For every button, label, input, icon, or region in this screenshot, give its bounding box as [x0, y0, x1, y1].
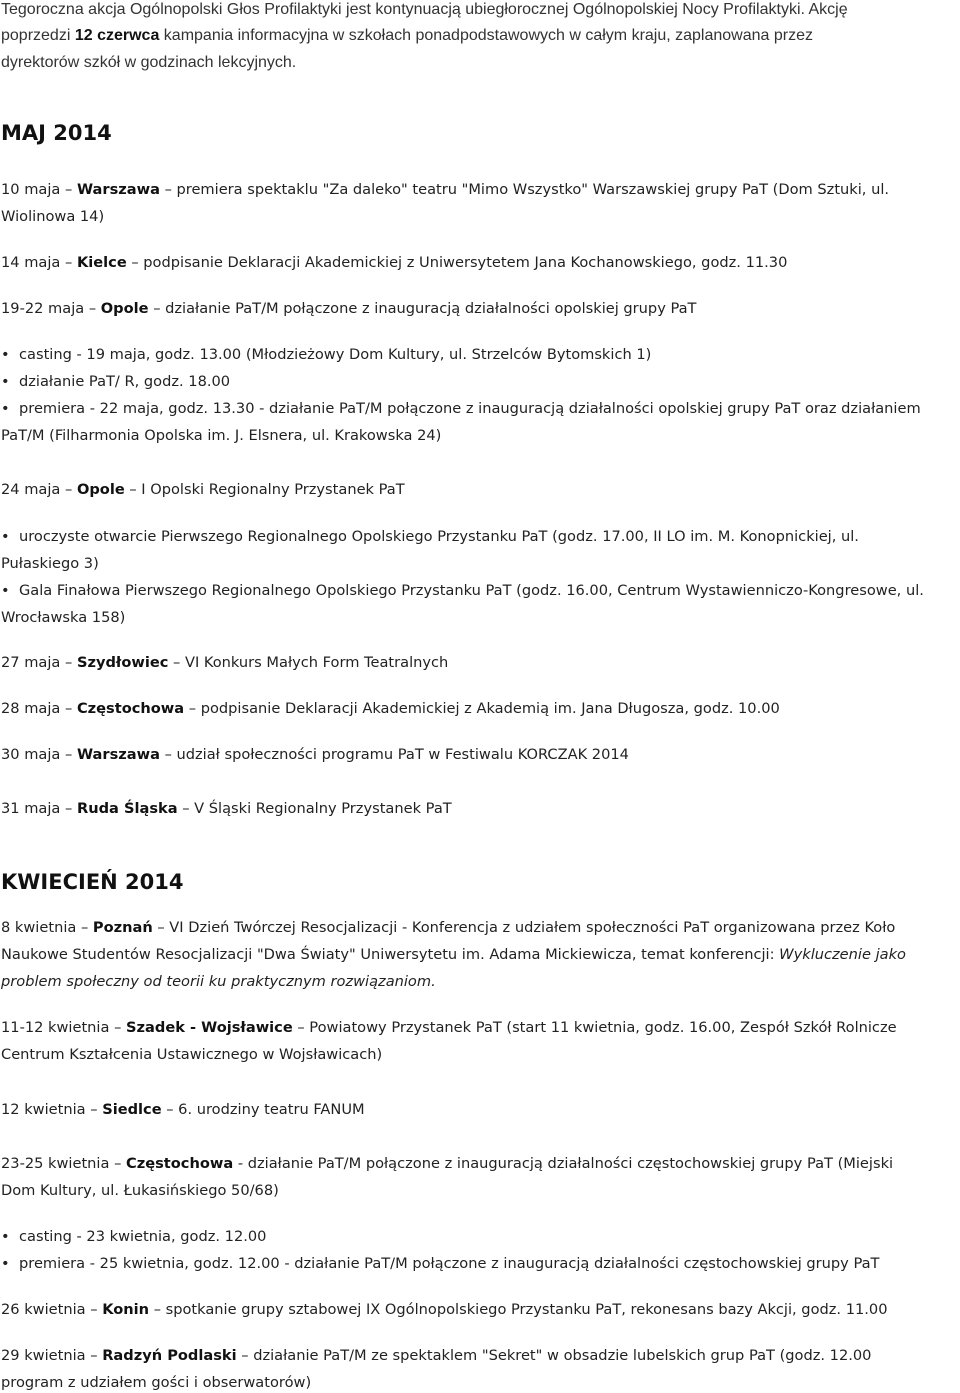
event-date: 10 maja –: [1, 181, 77, 198]
event-date: 29 kwietnia –: [1, 1347, 103, 1364]
event-date: 24 maja –: [1, 481, 77, 498]
list-item-cont: [1, 608, 125, 628]
event-maj-27: [1, 653, 448, 673]
list-item-cont: [1, 426, 441, 446]
event-date: 11-12 kwietnia –: [1, 1019, 127, 1036]
intro-date: 12 czerwca: [74, 27, 160, 44]
event-desc: - działanie PaT/M połączone z inauguracją działalności częstochowskiej grupy PaT (Miejski: [233, 1155, 894, 1172]
event-date: 26 kwietnia –: [1, 1301, 103, 1318]
event-city: Konin: [102, 1301, 150, 1318]
event-city: Radzyń Podlaski: [102, 1347, 237, 1364]
event-kwi-11-12: [1, 1018, 897, 1038]
event-kwi-23-25: [1, 1154, 893, 1174]
intro-text: poprzedzi: [1, 27, 75, 44]
event-date: 28 maja –: [1, 700, 77, 717]
event-desc: – VI Dzień Twórczej Resocjalizacji - Konferencja z udziałem społeczności PaT organizowana przez Koło: [152, 919, 896, 936]
event-desc: Naukowe Studentów Resocjalizacji "Dwa Światy" Uniwersytetu im. Adama Mickiewicza, temat konferencji:: [1, 946, 780, 963]
event-kwi-8: [1, 918, 895, 938]
list-item-text: działanie PaT/ R, godz. 18.00: [19, 373, 231, 390]
event-desc: – premiera spektaklu "Za daleko" teatru "Mimo Wszystko" Warszawskiej grupy PaT (Dom Sztuki, ul.: [159, 181, 890, 198]
list-item: [1, 1254, 879, 1274]
list-item-text: PaT/M (Filharmonia Opolska im. J. Elsnera, ul. Krakowska 24): [1, 427, 442, 444]
event-desc: – I Opolski Regionalny Przystanek PaT: [124, 481, 405, 498]
list-item-text: premiera - 22 maja, godz. 13.30 - działanie PaT/M połączone z inauguracją działalności opolskiej grupy PaT oraz działaniem: [19, 400, 921, 417]
section-heading-maj: MAJ 2014: [1, 121, 112, 145]
event-maj-30: [1, 745, 629, 765]
list-item-text: uroczyste otwarcie Pierwszego Regionalnego Opolskiego Przystanku PaT (godz. 17.00, II LO im. M. Konopnickiej, ul.: [19, 528, 859, 545]
event-maj-19-22: [1, 299, 696, 319]
list-item-text: Wrocławska 158): [1, 609, 126, 626]
event-kwi-8-cont: [1, 972, 436, 992]
event-kwi-12: [1, 1100, 365, 1120]
event-date: 8 kwietnia –: [1, 919, 93, 936]
event-desc: Centrum Kształcenia Ustawicznego w Wojsławicach): [1, 1046, 383, 1063]
event-desc: program z udziałem gości i obserwatorów): [1, 1374, 312, 1391]
event-topic: Wykluczenie jako: [779, 946, 906, 963]
event-date: 23-25 kwietnia –: [1, 1155, 127, 1172]
intro-text: dyrektorów szkół w godzinach lekcyjnych.: [1, 54, 297, 71]
event-maj-10-cont: [1, 207, 104, 227]
event-city: Opole: [76, 481, 125, 498]
event-date: 12 kwietnia –: [1, 1101, 103, 1118]
event-city: Częstochowa: [76, 700, 185, 717]
event-maj-14: [1, 253, 787, 273]
list-item-text: casting - 19 maja, godz. 13.00 (Młodzieżowy Dom Kultury, ul. Strzelców Bytomskich 1): [19, 346, 652, 363]
event-maj-31: [1, 799, 452, 819]
list-item: [1, 372, 230, 392]
event-city: Siedlce: [102, 1101, 162, 1118]
event-desc: Dom Kultury, ul. Łukasińskiego 50/68): [1, 1182, 279, 1199]
event-desc: – VI Konkurs Małych Form Teatralnych: [168, 654, 449, 671]
event-date: 30 maja –: [1, 746, 77, 763]
event-kwi-29: [1, 1346, 871, 1366]
event-date: 27 maja –: [1, 654, 77, 671]
event-desc: Wiolinowa 14): [1, 208, 105, 225]
intro-line-2: [1, 26, 813, 46]
event-kwi-11-12-cont: [1, 1045, 382, 1065]
event-desc: – spotkanie grupy sztabowej IX Ogólnopolskiego Przystanku PaT, rekonesans bazy Akcji, godz. 11.00: [149, 1301, 888, 1318]
list-item: [1, 527, 859, 547]
list-item-text: Gala Finałowa Pierwszego Regionalnego Opolskiego Przystanku PaT (godz. 16.00, Centrum Wystawienniczo-Kongresowe, ul.: [19, 582, 924, 599]
list-item-text: Pułaskiego 3): [1, 555, 99, 572]
event-city: Szadek - Wojsławice: [126, 1019, 293, 1036]
list-item: [1, 1227, 266, 1247]
event-date: 31 maja –: [1, 800, 77, 817]
event-city: Kielce: [76, 254, 127, 271]
event-kwi-23-25-cont: [1, 1181, 279, 1201]
list-item-text: premiera - 25 kwietnia, godz. 12.00 - działanie PaT/M połączone z inauguracją działalności częstochowskiej grupy PaT: [19, 1255, 880, 1272]
event-city: Szydłowiec: [76, 654, 169, 671]
event-desc: – podpisanie Deklaracji Akademickiej z Akademią im. Jana Długosza, godz. 10.00: [184, 700, 780, 717]
event-date: 14 maja –: [1, 254, 77, 271]
event-desc: – działanie PaT/M ze spektaklem "Sekret" w obsadzie lubelskich grup PaT (godz. 12.00: [236, 1347, 872, 1364]
event-kwi-8-cont: [1, 945, 906, 965]
event-topic: problem społeczny od teorii ku praktycznym rozwiązaniom.: [1, 973, 436, 990]
event-city: Warszawa: [76, 746, 160, 763]
event-kwi-26: [1, 1300, 888, 1320]
list-item: [1, 399, 921, 419]
event-desc: – Powiatowy Przystanek PaT (start 11 kwietnia, godz. 16.00, Zespół Szkół Rolnicze: [292, 1019, 897, 1036]
event-maj-28: [1, 699, 780, 719]
intro-text: kampania informacyjna w szkołach ponadpodstawowych w całym kraju, zaplanowana przez: [159, 27, 813, 44]
event-kwi-29-cont: [1, 1373, 311, 1393]
intro-line-1: [1, 0, 848, 20]
event-city: Częstochowa: [126, 1155, 234, 1172]
intro-text: Tegoroczna akcja Ogólnopolski Głos Profilaktyki jest kontynuacją ubiegłorocznej Ogólnopolskiej Nocy Profilaktyki. Akcję: [1, 1, 848, 18]
event-desc: – podpisanie Deklaracji Akademickiej z Uniwersytetem Jana Kochanowskiego, godz. 11.30: [126, 254, 788, 271]
event-desc: – 6. urodziny teatru FANUM: [161, 1101, 365, 1118]
event-city: Opole: [100, 300, 149, 317]
event-desc: – V Śląski Regionalny Przystanek PaT: [177, 800, 452, 817]
event-maj-10: [1, 180, 889, 200]
event-date: 19-22 maja –: [1, 300, 101, 317]
list-item: [1, 345, 651, 365]
event-city: Poznań: [92, 919, 153, 936]
event-maj-24: [1, 480, 405, 500]
event-desc: – działanie PaT/M połączone z inauguracją działalności opolskiej grupy PaT: [148, 300, 697, 317]
intro-line-3: [1, 53, 296, 73]
list-item-text: casting - 23 kwietnia, godz. 12.00: [19, 1228, 267, 1245]
list-item-cont: [1, 554, 99, 574]
event-city: Ruda Śląska: [76, 800, 178, 817]
section-heading-kwiecien: KWIECIEŃ 2014: [1, 870, 184, 894]
list-item: [1, 581, 924, 601]
event-city: Warszawa: [76, 181, 160, 198]
event-desc: – udział społeczności programu PaT w Festiwalu KORCZAK 2014: [159, 746, 629, 763]
